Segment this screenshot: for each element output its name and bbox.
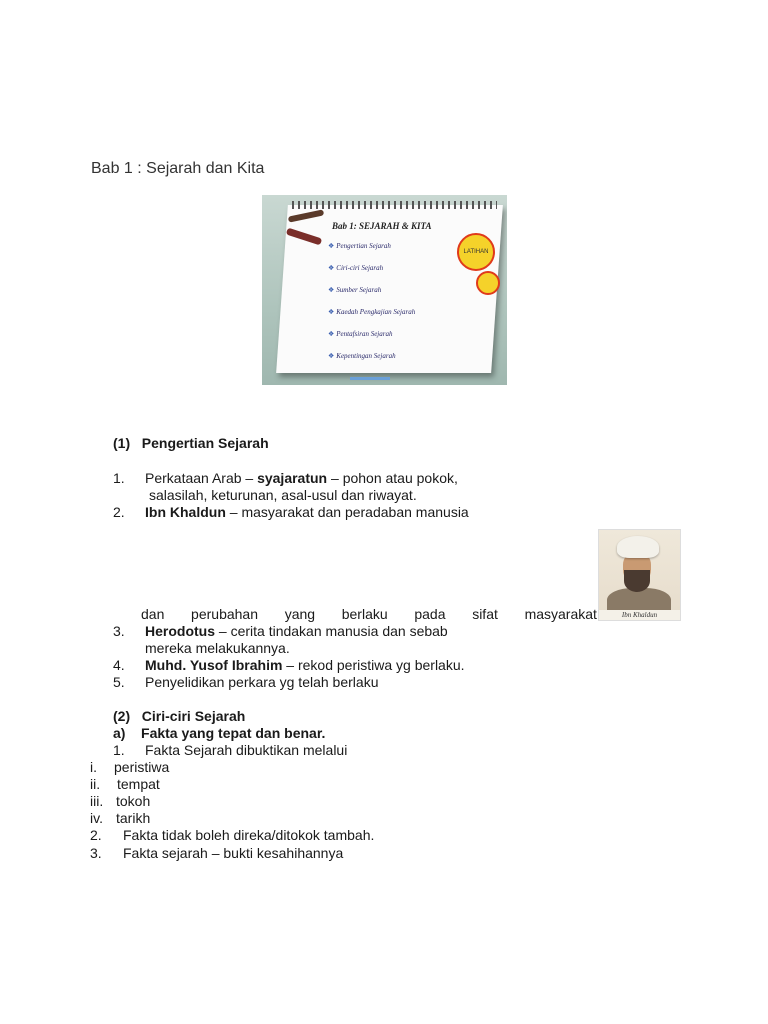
section-2-heading: (2) Ciri-ciri Sejarah — [113, 708, 246, 724]
item-3-num: 3. — [113, 623, 125, 639]
roman-num: i. — [90, 759, 97, 775]
item-4-text: Muhd. Yusof Ibrahim – rekod peristiwa yg berlaku. — [145, 657, 465, 673]
diamond-bullet-icon: ❖ — [328, 286, 335, 294]
slide-item: ❖ Ciri-ciri Sejarah — [328, 264, 384, 272]
small-badge — [476, 271, 500, 295]
roman-num: iv. — [90, 810, 103, 826]
roman-text: tarikh — [116, 810, 151, 826]
diamond-bullet-icon: ❖ — [328, 308, 335, 316]
slide-item: ❖ Kaedah Pengkajian Sejarah — [328, 308, 416, 316]
latihan-badge: LATIHAN — [457, 233, 495, 271]
diamond-bullet-icon: ❖ — [328, 264, 335, 272]
item-5-num: 5. — [113, 674, 125, 690]
section-2-subheading: a) Fakta yang tepat dan benar. — [113, 725, 326, 741]
diamond-bullet-icon: ❖ — [328, 242, 335, 250]
item-5-text: Penyelidikan perkara yg telah berlaku — [145, 674, 379, 690]
portrait-caption: Ibn Khaldun — [599, 610, 680, 620]
slide-item: ❖ Kepentingan Sejarah — [328, 352, 396, 360]
fact-1-num: 1. — [113, 742, 125, 758]
document-title: Bab 1 : Sejarah dan Kita — [91, 160, 265, 177]
item-4-num: 4. — [113, 657, 125, 673]
roman-text: tokoh — [116, 793, 151, 809]
item-1-num: 1. — [113, 470, 125, 486]
slide-image — [262, 195, 507, 385]
fact-1-text: Fakta Sejarah dibuktikan melalui — [145, 742, 348, 758]
slide-heading: Bab 1: SEJARAH & KITA — [332, 221, 432, 231]
fact-3-num: 3. — [90, 845, 102, 861]
fact-3-text: Fakta sejarah – bukti kesahihannya — [123, 845, 344, 861]
diamond-bullet-icon: ❖ — [328, 352, 335, 360]
slide-item: ❖ Sumber Sejarah — [328, 286, 382, 294]
roman-text: tempat — [117, 776, 160, 792]
diamond-bullet-icon: ❖ — [328, 330, 335, 338]
slide-item: ❖ Pentafsiran Sejarah — [328, 330, 393, 338]
item-2-text: Ibn Khaldun – masyarakat dan peradaban manusia — [145, 504, 469, 520]
spiral-binding — [292, 201, 497, 209]
item-2-num: 2. — [113, 504, 125, 520]
ibn-khaldun-portrait — [598, 529, 681, 621]
roman-num: ii. — [90, 776, 101, 792]
item-1-cont: salasilah, keturunan, asal-usul dan riwayat. — [149, 487, 417, 503]
fact-2-num: 2. — [90, 827, 102, 843]
item-3-text: Herodotus – cerita tindakan manusia dan sebab — [145, 623, 448, 639]
section-1-heading: (1) Pengertian Sejarah — [113, 435, 269, 451]
fact-2-text: Fakta tidak boleh direka/ditokok tambah. — [123, 827, 375, 843]
roman-text: peristiwa — [114, 759, 170, 775]
item-1-text: Perkataan Arab – syajaratun – pohon atau pokok, — [145, 470, 458, 486]
roman-num: iii. — [90, 793, 104, 809]
item-3-cont: mereka melakukannya. — [145, 640, 290, 656]
item-2-cont: dan perubahan yang berlaku pada sifat masyarakat — [141, 606, 597, 622]
slide-footer-line — [350, 377, 390, 380]
slide-item: ❖ Pengertian Sejarah — [328, 242, 391, 250]
